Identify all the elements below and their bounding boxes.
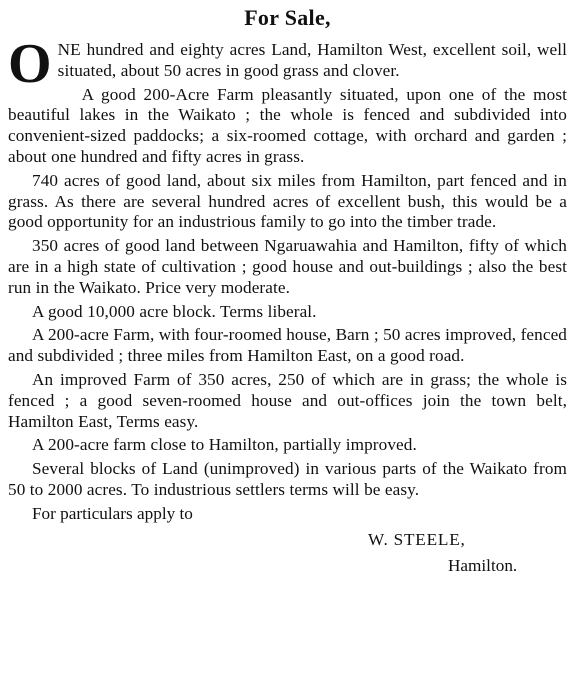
listing-text: NE hundred and eighty acres Land, Hamilton West, excellent soil, well situated, about 50 acres in good grass and clover.: [57, 40, 567, 80]
signature-name: W. STEELE,: [368, 529, 466, 549]
listing-paragraph: A 200-acre Farm, with four-roomed house, Barn ; 50 acres improved, fenced and subdivided ; three miles from Hamilton East, on a good road.: [8, 325, 567, 366]
listing-paragraph: 350 acres of good land between Ngaruawahia and Hamilton, fifty of which are in a high state of cultivation ; good house and out-buildings ; also the best run in the Waikato. Price very moderate.: [8, 236, 567, 297]
drop-cap: O: [8, 33, 52, 95]
signature-place: Hamilton.: [448, 555, 518, 575]
listing-paragraph: An improved Farm of 350 acres, 250 of which are in grass; the whole is fenced ; a good seven-roomed house and out-offices join the town belt, Hamilton East, Terms easy.: [8, 369, 567, 431]
listing-paragraph: A 200-acre farm close to Hamilton, partially improved.: [32, 435, 417, 455]
listing-paragraph: A good 10,000 acre block. Terms liberal.: [32, 301, 317, 321]
listing-paragraph: [8, 33, 567, 95]
advertisement: [8, 4, 567, 687]
closing-line: For particulars apply to: [32, 503, 193, 523]
ad-title: For Sale,: [244, 5, 331, 30]
listing-paragraph: A good 200-Acre Farm pleasantly situated, upon one of the most beautiful lakes in the Waikato ; the whole is fenced and subdivided into convenient-sized paddocks; a six-roomed cottage, with orchard and garden ; about one hundred and fifty acres in grass.: [8, 84, 567, 166]
listing-paragraph: 740 acres of good land, about six miles from Hamilton, part fenced and in grass. As there are several hundred acres of excellent bush, this would be a good opportunity for an industrious family to go into the timber trade.: [8, 170, 567, 232]
listing-paragraph: Several blocks of Land (unimproved) in various parts of the Waikato from 50 to 2000 acres. To industrious settlers terms will be easy.: [8, 459, 567, 499]
signature-block: [8, 503, 567, 575]
